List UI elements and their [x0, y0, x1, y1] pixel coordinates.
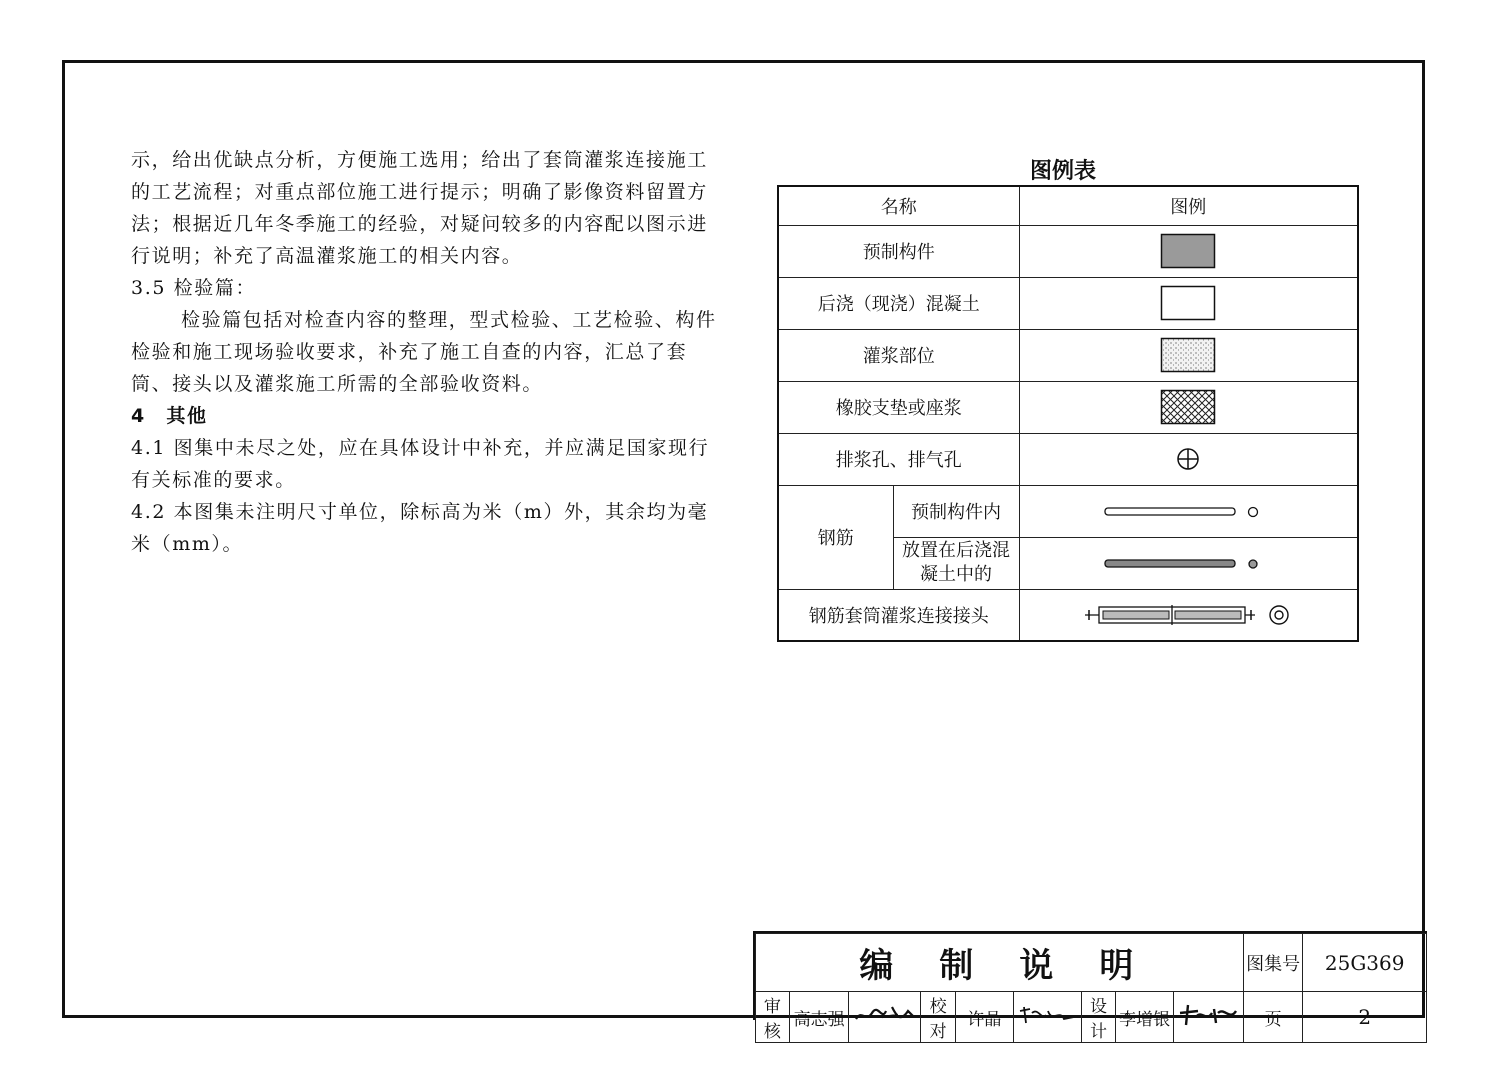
white-box-icon: [1160, 285, 1216, 321]
dotted-box-icon: [1160, 337, 1216, 373]
legend-label-grout: 灌浆部位: [778, 329, 1019, 381]
design-label: 设计: [1081, 992, 1116, 1043]
checker-signature: [1013, 992, 1081, 1043]
signature-row: [756, 992, 1427, 1043]
legend-header-row: [778, 186, 1358, 225]
legend-label-precast: 预制构件: [778, 225, 1019, 277]
paragraph-construction: 示，给出优缺点分析，方便施工选用；给出了套筒灌浆连接施工的工艺流程；对重点部位施工进行提示；明确了影像资料留置方法；根据近几年冬季施工的经验，对疑问较多的内容配以图示进行说明；补充了高温灌浆施工的相关内容。: [131, 149, 708, 267]
legend-symbol-sleeve-joint: [1019, 589, 1358, 641]
reviewer-name: 高志强: [789, 992, 849, 1043]
checker-name: 许晶: [956, 992, 1014, 1043]
atlas-no-value: 25G369: [1303, 934, 1427, 992]
rebar-filled-icon: [1103, 556, 1273, 572]
legend-label-rebar-precast: 预制构件内: [893, 485, 1019, 537]
section-4-heading: 4 其他: [131, 405, 208, 427]
title-row: [756, 934, 1427, 992]
designer-name: 李增银: [1116, 992, 1174, 1043]
signature-icon: [1176, 1003, 1240, 1027]
legend-symbol-rebar-cast: [1019, 537, 1358, 589]
signature-icon: [852, 1003, 918, 1027]
legend-title: 图例表: [1030, 159, 1097, 184]
page-label: 页: [1243, 992, 1303, 1043]
legend-symbol-vent-hole: [1019, 433, 1358, 485]
legend-row-cast-in-place: [778, 277, 1358, 329]
legend-row-vent-hole: [778, 433, 1358, 485]
explanation-text: [131, 144, 721, 560]
atlas-no-label: 图集号: [1243, 934, 1303, 992]
legend-symbol-rebar-precast: [1019, 485, 1358, 537]
legend-table: [777, 185, 1359, 642]
legend-symbol-cast-in-place: [1019, 277, 1358, 329]
legend-row-grout: [778, 329, 1358, 381]
legend-symbol-precast: [1019, 225, 1358, 277]
legend-row-sleeve-joint: [778, 589, 1358, 641]
legend-label-vent-hole: 排浆孔、排气孔: [778, 433, 1019, 485]
legend-label-sleeve-joint: 钢筋套筒灌浆连接接头: [778, 589, 1019, 641]
legend-symbol-grout: [1019, 329, 1358, 381]
legend-row-precast: [778, 225, 1358, 277]
paragraph-inspection: 检验篇包括对检查内容的整理，型式检验、工艺检验、构件检验和施工现场验收要求，补充了施工自查的内容，汇总了套筒、接头以及灌浆施工所需的全部验收资料。: [131, 309, 717, 395]
designer-signature: [1173, 992, 1243, 1043]
legend-label-rebar-cast: 放置在后浇混凝土中的: [893, 537, 1019, 589]
sleeve-joint-icon: [1083, 602, 1293, 628]
drawing-title: 编 制 说 明: [756, 934, 1244, 992]
legend-label-cast-in-place: 后浇（现浇）混凝土: [778, 277, 1019, 329]
check-label: 校对: [921, 992, 956, 1043]
item-4-2: 4.2 本图集未注明尺寸单位，除标高为米（m）外，其余均为毫米（mm）。: [131, 501, 709, 555]
legend-row-rebar-precast: [778, 485, 1358, 537]
reviewer-signature: [849, 992, 921, 1043]
section-3-5-heading: 3.5 检验篇：: [131, 277, 257, 299]
crosshatch-box-icon: [1160, 389, 1216, 425]
legend-label-rubber-pad: 橡胶支垫或座浆: [778, 381, 1019, 433]
legend-label-rebar: 钢筋: [778, 485, 893, 589]
page-number: 2: [1303, 992, 1427, 1043]
circle-cross-icon: [1175, 446, 1201, 472]
item-4-1: 4.1 图集中未尽之处，应在具体设计中补充，并应满足国家现行有关标准的要求。: [131, 437, 710, 491]
review-label: 审核: [756, 992, 790, 1043]
gray-box-icon: [1160, 233, 1216, 269]
rebar-outline-icon: [1103, 504, 1273, 520]
legend-header-symbol: 图例: [1019, 186, 1358, 225]
legend-row-rubber-pad: [778, 381, 1358, 433]
legend-header-name: 名称: [778, 186, 1019, 225]
title-block: [753, 931, 1427, 1042]
signature-icon: [1016, 1003, 1078, 1027]
legend-symbol-rubber-pad: [1019, 381, 1358, 433]
title-block-table: [755, 933, 1427, 1043]
